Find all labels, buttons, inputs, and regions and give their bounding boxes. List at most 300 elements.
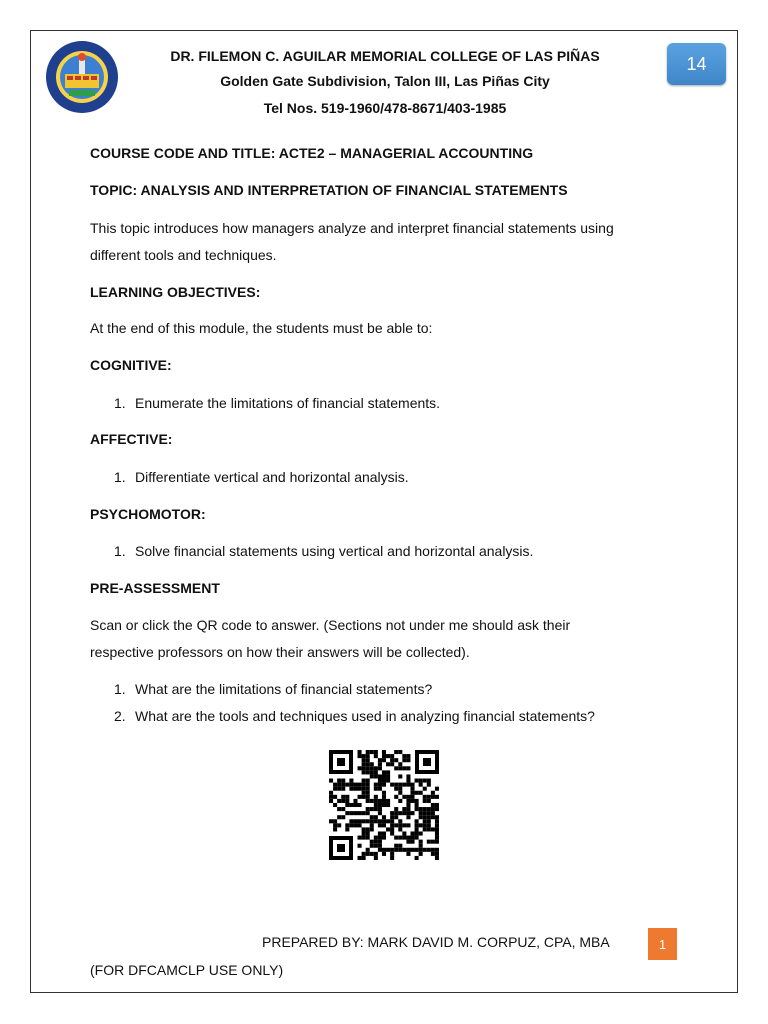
- qr-module: [419, 807, 423, 811]
- qr-module: [423, 779, 427, 783]
- qr-module: [349, 819, 353, 823]
- qr-module: [415, 791, 419, 795]
- qr-module: [415, 803, 419, 807]
- list-item-text: Enumerate the limitations of financial statements.: [135, 395, 441, 411]
- qr-module: [410, 836, 414, 840]
- list-item-number: 1.: [114, 681, 126, 697]
- qr-module: [431, 807, 435, 811]
- qr-module: [378, 758, 382, 762]
- qr-module: [390, 758, 394, 762]
- qr-module: [341, 795, 345, 799]
- qr-code[interactable]: [329, 750, 439, 860]
- qr-module: [402, 783, 406, 787]
- qr-module: [410, 799, 414, 803]
- qr-module: [431, 795, 435, 799]
- qr-module: [390, 762, 394, 766]
- qr-module: [366, 848, 370, 852]
- qr-module: [378, 783, 382, 787]
- qr-module: [333, 787, 337, 791]
- qr-module: [345, 823, 349, 827]
- qr-module: [415, 819, 419, 823]
- qr-module: [341, 815, 345, 819]
- qr-module: [435, 807, 439, 811]
- qr-module: [415, 823, 419, 827]
- list-item-text: Differentiate vertical and horizontal analysis.: [135, 469, 409, 485]
- qr-module: [374, 803, 378, 807]
- qr-module: [419, 779, 423, 783]
- qr-module: [370, 770, 374, 774]
- qr-module: [362, 783, 366, 787]
- qr-module: [435, 815, 439, 819]
- qr-module: [419, 831, 423, 835]
- qr-module: [349, 783, 353, 787]
- qr-module: [382, 815, 386, 819]
- question-text: What are the tools and techniques used in analyzing financial statements?: [135, 708, 595, 724]
- qr-module: [406, 766, 410, 770]
- qr-module: [435, 848, 439, 852]
- qr-module: [394, 848, 398, 852]
- qr-module: [341, 807, 345, 811]
- qr-module: [382, 848, 386, 852]
- qr-module: [410, 831, 414, 835]
- qr-module: [382, 791, 386, 795]
- qr-module: [406, 754, 410, 758]
- qr-module: [406, 795, 410, 799]
- qr-module: [382, 803, 386, 807]
- qr-module: [329, 795, 333, 799]
- qr-module: [427, 840, 431, 844]
- college-seal-logo: [45, 40, 119, 114]
- qr-module: [370, 807, 374, 811]
- qr-module: [378, 811, 382, 815]
- qr-module: [353, 803, 357, 807]
- qr-module: [378, 766, 382, 770]
- qr-module: [427, 795, 431, 799]
- qr-module: [370, 827, 374, 831]
- qr-module: [394, 750, 398, 754]
- qr-module: [374, 774, 378, 778]
- qr-module: [382, 799, 386, 803]
- qr-module: [366, 827, 370, 831]
- qr-module: [398, 811, 402, 815]
- qr-module: [370, 823, 374, 827]
- qr-module: [366, 754, 370, 758]
- qr-module: [431, 840, 435, 844]
- qr-module: [406, 758, 410, 762]
- qr-module: [374, 783, 378, 787]
- page-number: 1: [648, 928, 677, 960]
- qr-module: [427, 827, 431, 831]
- qr-module: [402, 811, 406, 815]
- qr-module: [362, 819, 366, 823]
- qr-module: [374, 856, 378, 860]
- qr-module: [398, 762, 402, 766]
- intro-text-line-2: different tools and techniques.: [90, 247, 277, 263]
- qr-module: [415, 856, 419, 860]
- qr-module: [345, 783, 349, 787]
- qr-module: [333, 827, 337, 831]
- qr-module: [402, 795, 406, 799]
- qr-module: [390, 827, 394, 831]
- page-badge: 14: [667, 43, 726, 85]
- qr-module: [398, 799, 402, 803]
- qr-module: [427, 819, 431, 823]
- qr-module: [386, 848, 390, 852]
- qr-module: [382, 819, 386, 823]
- qr-module: [390, 823, 394, 827]
- qr-module: [390, 831, 394, 835]
- qr-module: [378, 823, 382, 827]
- qr-module: [353, 787, 357, 791]
- qr-module: [390, 754, 394, 758]
- qr-module: [370, 844, 374, 848]
- qr-module: [398, 774, 402, 778]
- qr-module: [333, 783, 337, 787]
- qr-module: [394, 844, 398, 848]
- qr-module: [366, 852, 370, 856]
- list-item-number: 2.: [114, 708, 126, 724]
- qr-module: [419, 811, 423, 815]
- qr-module: [362, 754, 366, 758]
- qr-module: [333, 819, 337, 823]
- qr-module: [358, 823, 362, 827]
- qr-module: [382, 823, 386, 827]
- qr-module: [394, 815, 398, 819]
- qr-module: [353, 799, 357, 803]
- qr-module: [366, 811, 370, 815]
- qr-module: [386, 819, 390, 823]
- question-text: What are the limitations of financial statements?: [135, 681, 433, 697]
- list-item-number: 1.: [114, 469, 126, 485]
- qr-module: [427, 799, 431, 803]
- qr-module: [378, 840, 382, 844]
- qr-module: [427, 783, 431, 787]
- course-title: COURSE CODE AND TITLE: ACTE2 – MANAGERIAL ACCOUNTING: [90, 145, 534, 161]
- qr-module: [382, 770, 386, 774]
- qr-module: [394, 823, 398, 827]
- qr-module: [435, 840, 439, 844]
- qr-module: [431, 803, 435, 807]
- qr-module: [419, 791, 423, 795]
- qr-module: [406, 807, 410, 811]
- qr-module: [382, 754, 386, 758]
- qr-module: [386, 762, 390, 766]
- qr-module: [370, 815, 374, 819]
- qr-module: [435, 795, 439, 799]
- qr-module: [329, 791, 333, 795]
- pre-assessment-heading: PRE-ASSESSMENT: [90, 580, 220, 596]
- qr-module: [406, 774, 410, 778]
- qr-module: [349, 803, 353, 807]
- qr-module: [390, 819, 394, 823]
- qr-module: [366, 762, 370, 766]
- qr-module: [382, 774, 386, 778]
- list-item-text: Solve financial statements using vertical and horizontal analysis.: [135, 543, 534, 559]
- qr-module: [374, 787, 378, 791]
- qr-module: [353, 823, 357, 827]
- qr-module: [333, 803, 337, 807]
- qr-module: [358, 856, 362, 860]
- qr-module: [410, 783, 414, 787]
- qr-module: [390, 815, 394, 819]
- qr-module: [358, 750, 362, 754]
- qr-module: [374, 836, 378, 840]
- qr-module: [366, 766, 370, 770]
- qr-module: [415, 827, 419, 831]
- qr-module: [402, 831, 406, 835]
- qr-module: [362, 827, 366, 831]
- qr-module: [419, 783, 423, 787]
- qr-module: [398, 787, 402, 791]
- qr-module: [398, 750, 402, 754]
- qr-module: [423, 807, 427, 811]
- qr-module: [390, 852, 394, 856]
- qr-module: [362, 791, 366, 795]
- list-item: [114, 469, 409, 485]
- qr-module: [427, 779, 431, 783]
- qr-module: [431, 815, 435, 819]
- qr-module: [402, 754, 406, 758]
- qr-module: [329, 779, 333, 783]
- qr-module: [394, 811, 398, 815]
- qr-module: [366, 770, 370, 774]
- qr-module: [370, 819, 374, 823]
- qr-module: [382, 852, 386, 856]
- qr-module: [370, 840, 374, 844]
- qr-module: [406, 779, 410, 783]
- qr-module: [333, 795, 337, 799]
- qr-module: [358, 836, 362, 840]
- qr-module: [374, 754, 378, 758]
- qr-module: [374, 750, 378, 754]
- qr-module: [378, 774, 382, 778]
- qr-module: [374, 819, 378, 823]
- qr-module: [382, 795, 386, 799]
- qr-module: [423, 787, 427, 791]
- qr-module: [362, 811, 366, 815]
- qr-module: [406, 783, 410, 787]
- qr-module: [370, 852, 374, 856]
- qr-module: [374, 852, 378, 856]
- qr-module: [366, 807, 370, 811]
- qr-module: [382, 783, 386, 787]
- qr-module: [398, 823, 402, 827]
- qr-module: [394, 807, 398, 811]
- qr-module: [435, 787, 439, 791]
- qr-module: [423, 823, 427, 827]
- qr-module: [386, 774, 390, 778]
- qr-module: [398, 836, 402, 840]
- qr-module: [378, 803, 382, 807]
- qr-module: [366, 799, 370, 803]
- learning-objectives-heading: LEARNING OBJECTIVES:: [90, 284, 261, 300]
- qr-module: [394, 836, 398, 840]
- qr-module: [366, 779, 370, 783]
- qr-module: [337, 779, 341, 783]
- qr-module: [341, 799, 345, 803]
- qr-module: [410, 840, 414, 844]
- qr-module: [406, 823, 410, 827]
- qr-module: [374, 840, 378, 844]
- list-item-number: 1.: [114, 395, 126, 411]
- qr-module: [394, 783, 398, 787]
- intro-text-line-1: This topic introduces how managers analyze and interpret financial statements using: [90, 220, 614, 236]
- qr-module: [402, 758, 406, 762]
- qr-module: [353, 811, 357, 815]
- affective-heading: AFFECTIVE:: [90, 431, 173, 447]
- qr-module: [341, 783, 345, 787]
- list-item: [114, 681, 432, 697]
- qr-module: [423, 827, 427, 831]
- qr-module: [378, 836, 382, 840]
- qr-module: [337, 815, 341, 819]
- qr-module: [358, 795, 362, 799]
- qr-module: [382, 831, 386, 835]
- qr-module: [378, 787, 382, 791]
- qr-module: [349, 811, 353, 815]
- qr-module: [337, 783, 341, 787]
- qr-module: [386, 779, 390, 783]
- qr-module: [353, 819, 357, 823]
- qr-module: [366, 791, 370, 795]
- qr-module: [374, 807, 378, 811]
- qr-module: [366, 750, 370, 754]
- qr-module: [390, 783, 394, 787]
- qr-module: [370, 762, 374, 766]
- qr-module: [410, 811, 414, 815]
- list-item: [114, 395, 440, 411]
- qr-module: [415, 779, 419, 783]
- qr-module: [366, 836, 370, 840]
- qr-module: [402, 848, 406, 852]
- qr-module: [366, 819, 370, 823]
- qr-module: [402, 766, 406, 770]
- qr-module: [410, 787, 414, 791]
- qr-module: [345, 799, 349, 803]
- qr-module: [406, 840, 410, 844]
- qr-module: [349, 823, 353, 827]
- qr-module: [362, 787, 366, 791]
- qr-module: [435, 827, 439, 831]
- qr-module: [370, 766, 374, 770]
- qr-module: [406, 836, 410, 840]
- qr-module: [394, 787, 398, 791]
- qr-module: [423, 819, 427, 823]
- qr-module: [382, 758, 386, 762]
- qr-module: [378, 762, 382, 766]
- qr-module: [394, 766, 398, 770]
- qr-module: [374, 799, 378, 803]
- qr-module: [358, 754, 362, 758]
- qr-module: [345, 827, 349, 831]
- qr-module: [362, 762, 366, 766]
- qr-module: [435, 852, 439, 856]
- qr-module: [423, 811, 427, 815]
- qr-module: [423, 799, 427, 803]
- qr-module: [358, 844, 362, 848]
- qr-module: [362, 852, 366, 856]
- qr-module: [382, 779, 386, 783]
- qr-module: [419, 840, 423, 844]
- qr-module: [402, 823, 406, 827]
- qr-module: [386, 827, 390, 831]
- institution-phone: Tel Nos. 519-1960/478-8671/403-1985: [263, 100, 507, 116]
- qr-module: [337, 823, 341, 827]
- qr-module: [419, 823, 423, 827]
- qr-module: [435, 823, 439, 827]
- qr-module: [345, 803, 349, 807]
- qr-module: [423, 848, 427, 852]
- qr-module: [406, 852, 410, 856]
- qr-module: [390, 856, 394, 860]
- qr-module: [406, 815, 410, 819]
- qr-module: [435, 856, 439, 860]
- qr-module: [366, 758, 370, 762]
- qr-module: [378, 831, 382, 835]
- qr-module: [337, 799, 341, 803]
- qr-module: [337, 807, 341, 811]
- qr-module: [419, 852, 423, 856]
- qr-module: [435, 803, 439, 807]
- qr-module: [394, 795, 398, 799]
- qr-module: [362, 836, 366, 840]
- qr-module: [390, 811, 394, 815]
- qr-module: [415, 831, 419, 835]
- qr-module: [431, 811, 435, 815]
- qr-module: [431, 852, 435, 856]
- list-item: [114, 543, 533, 559]
- qr-module: [398, 848, 402, 852]
- qr-module: [370, 750, 374, 754]
- qr-module: [419, 844, 423, 848]
- qr-module: [410, 848, 414, 852]
- qr-module: [431, 827, 435, 831]
- qr-module: [406, 799, 410, 803]
- qr-module: [427, 807, 431, 811]
- qr-module: [398, 783, 402, 787]
- qr-module: [386, 803, 390, 807]
- qr-module: [358, 766, 362, 770]
- qr-module: [362, 758, 366, 762]
- qr-module: [398, 766, 402, 770]
- qr-module: [349, 779, 353, 783]
- qr-module: [362, 770, 366, 774]
- prepared-by: PREPARED BY: MARK DAVID M. CORPUZ, CPA, MBA: [262, 934, 610, 950]
- institution-address: Golden Gate Subdivision, Talon III, Las Piñas City: [220, 73, 550, 89]
- qr-module: [427, 815, 431, 819]
- qr-module: [402, 836, 406, 840]
- qr-module: [366, 831, 370, 835]
- qr-module: [333, 823, 337, 827]
- cognitive-heading: COGNITIVE:: [90, 357, 172, 373]
- list-item: [114, 708, 595, 724]
- qr-module: [378, 819, 382, 823]
- qr-module: [370, 799, 374, 803]
- qr-module: [427, 811, 431, 815]
- instructions-line-2: respective professors on how their answers will be collected).: [90, 644, 470, 660]
- qr-module: [358, 811, 362, 815]
- qr-module: [431, 848, 435, 852]
- qr-module: [358, 787, 362, 791]
- usage-note: (FOR DFCAMCLP USE ONLY): [90, 962, 284, 978]
- qr-module: [370, 774, 374, 778]
- qr-module: [435, 836, 439, 840]
- qr-module: [415, 848, 419, 852]
- qr-module: [398, 791, 402, 795]
- qr-module: [402, 807, 406, 811]
- qr-module: [386, 770, 390, 774]
- qr-module: [419, 848, 423, 852]
